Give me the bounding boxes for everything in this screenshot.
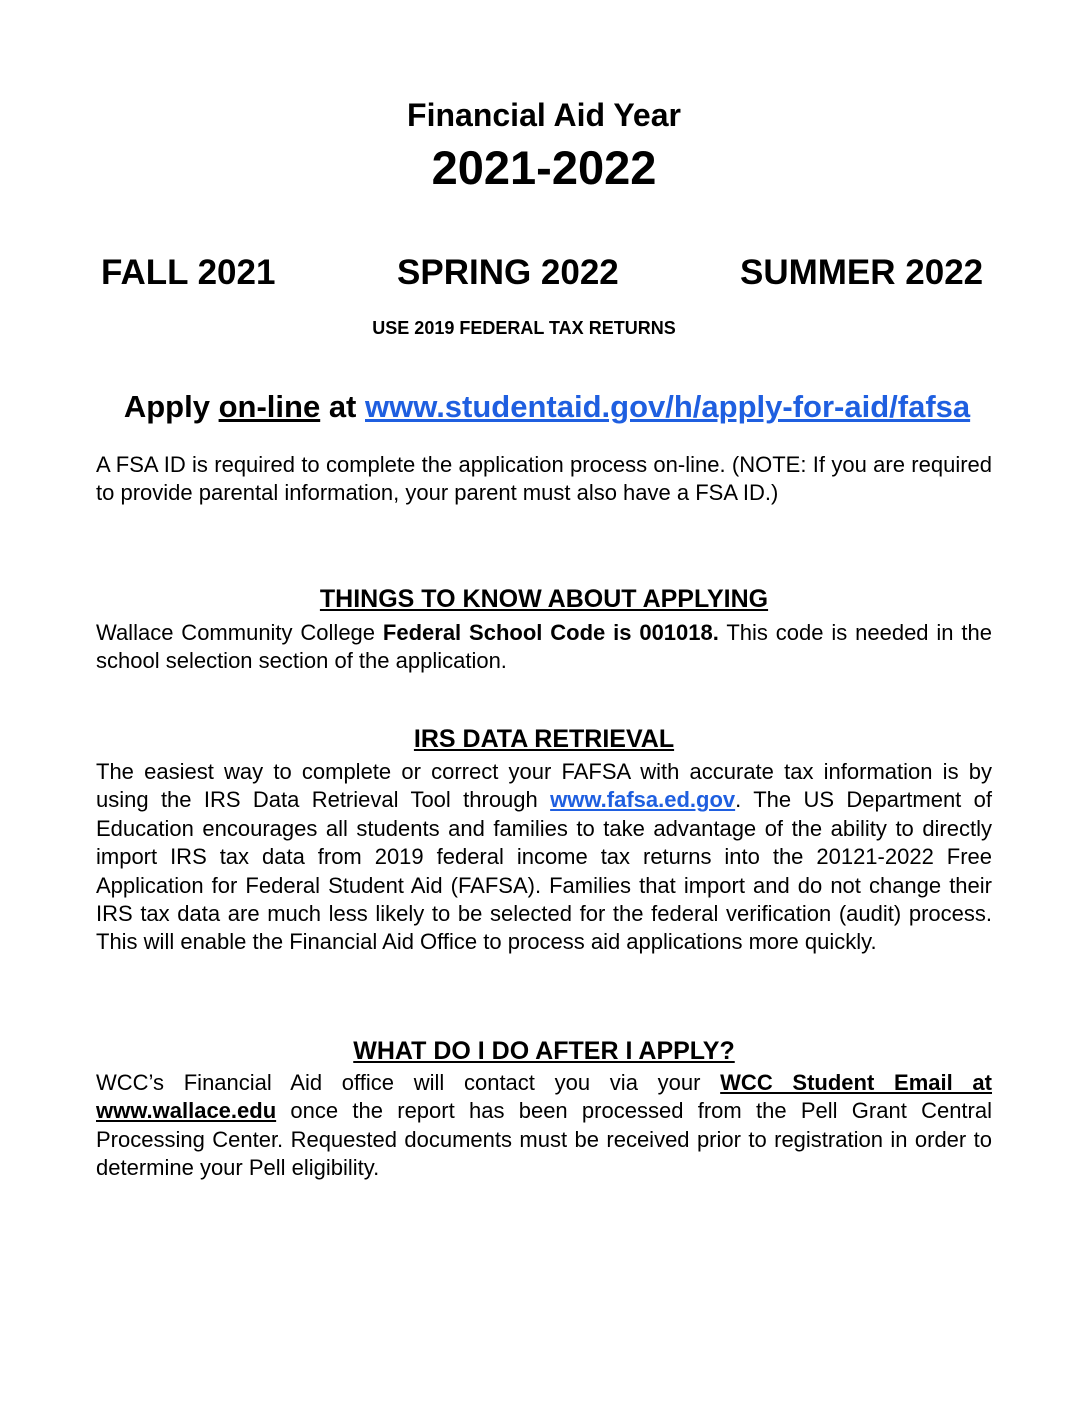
things-to-know-paragraph	[96, 619, 992, 676]
after-text-before: WCC’s Financial Aid office will contact you via your	[96, 1070, 721, 1095]
apply-online-line	[0, 389, 1088, 425]
irs-data-retrieval-paragraph	[96, 758, 992, 957]
fafsa-apply-link[interactable]: www.studentaid.gov/h/apply-for-aid/fafsa	[365, 389, 971, 424]
apply-prefix: Apply	[123, 389, 219, 424]
after-text-after: once the report has been processed from the Pell Grant Central Processing Center. Requested documents must be received prior to registration in order to determine your Pell eligibility.	[96, 1098, 992, 1181]
after-apply-heading: WHAT DO I DO AFTER I APPLY?	[353, 1037, 735, 1065]
fafsa-ed-gov-link[interactable]: www.fafsa.ed.gov	[550, 787, 736, 813]
term-spring: SPRING 2022	[397, 253, 619, 292]
document-title: Financial Aid Year	[407, 97, 681, 133]
irs-text-after: . The US Department of Education encourages all students and families to take advantage of the ability to directly import IRS tax data from 2019 federal income tax returns into the 20121-2022 Free Application for Federal Student Aid (FAFSA). Families that import and do not change their IRS tax data are much less likely to be selected for the federal verification (audit) process. This will enable the Financial Aid Office to process aid applications more quickly.	[96, 787, 992, 955]
things-text-after: This code is needed in the school selection section of the application.	[96, 620, 992, 674]
wcc-student-email: WCC Student Email at www.wallace.edu	[96, 1070, 992, 1124]
things-text-before: Wallace Community College	[96, 620, 383, 645]
apply-at: at	[320, 389, 365, 424]
irs-text-before: The easiest way to complete or correct your FAFSA with accurate tax information is by using the IRS Data Retrieval Tool through	[96, 759, 992, 813]
fsa-id-paragraph: A FSA ID is required to complete the application process on-line. (NOTE: If you are required to provide parental information, your parent must also have a FSA ID.)	[96, 452, 992, 506]
things-to-know-heading: THINGS TO KNOW ABOUT APPLYING	[319, 585, 769, 613]
apply-online-word: on-line	[218, 389, 321, 424]
after-apply-paragraph	[96, 1069, 992, 1183]
term-summer: SUMMER 2022	[740, 253, 984, 292]
tax-return-note: USE 2019 FEDERAL TAX RETURNS	[372, 318, 676, 338]
federal-school-code: Federal School Code is 001018.	[382, 620, 719, 645]
term-fall: FALL 2021	[101, 253, 276, 292]
irs-data-retrieval-heading: IRS DATA RETRIEVAL	[413, 725, 675, 753]
aid-year: 2021-2022	[431, 141, 657, 194]
